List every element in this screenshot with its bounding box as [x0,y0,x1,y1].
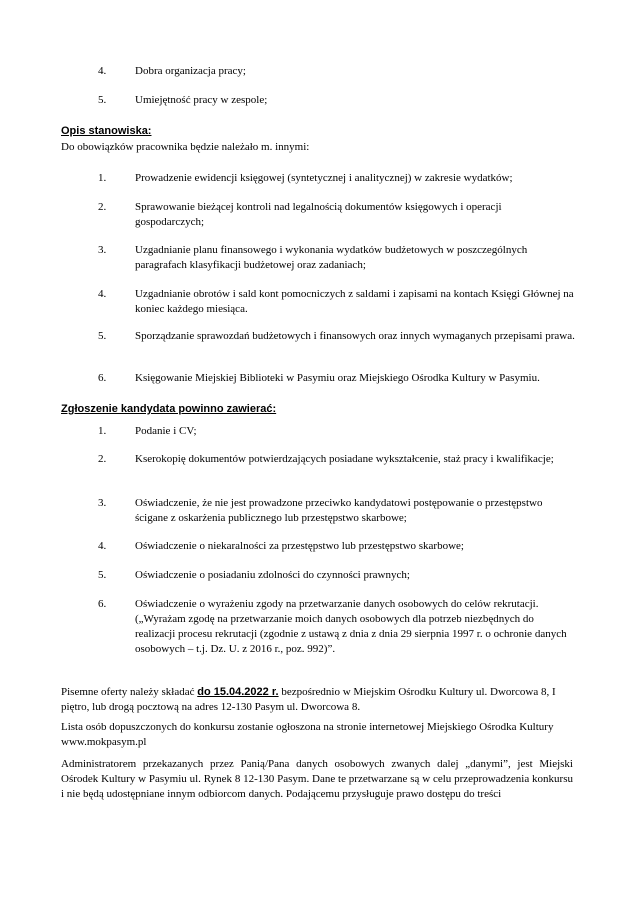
oferty-paragraph [61,685,576,715]
list-number: 5. [98,330,107,342]
list-item-text: Oświadczenie o niekaralności za przestępstwo lub przestępstwo skarbowe; [135,540,464,552]
list-item-text: Kserokopię dokumentów potwierdzających posiadane wykształcenie, staż pracy i kwalifikacje; [135,453,554,465]
list-item-text: Oświadczenie o wyrażeniu zgody na przetwarzanie danych osobowych do celów rekrutacji.(„Wyrażam zgodę na przetwarzanie moich danych osobowych dla potrzeb niezbędnych do realizacji procesu rekrutacji (zgodnie z ustawą z dnia z dnia 29 sierpnia 1997 r. o ochronie danych osobowych – t.j. Dz. U. z 2016 r., poz. 992)”. [135,598,567,655]
opis-intro: Do obowiązków pracownika będzie należało m. innymi: [61,141,310,153]
list-number: 3. [98,244,107,256]
administrator-paragraph: Administratorem przekazanych przez Panią/Pana danych osobowych zwanych dalej „danymi”, jest Miejski Ośrodek Kultury w Pasymiu ul. Rynek 8 12-130 Pasym. Dane te przetwarzane są w celu przeprowadzenia konkursu i nie będą udostępniane innym odbiorcom danych. Podającemu przysługuje prawo dostępu do treści [61,758,573,800]
list-item-text: Uzgadnianie planu finansowego i wykonania wydatków budżetowych w poszczególnych paragrafach klasyfikacji budżetowej oraz zadaniach; [135,244,528,271]
list-item-text: Sprawowanie bieżącej kontroli nad legalnością dokumentów księgowych i operacji gospodarczych; [135,201,502,228]
list-number: 4. [98,540,107,552]
list-number: 1. [98,172,107,184]
list-number: 6. [98,372,107,384]
list-item-text: Oświadczenie o posiadaniu zdolności do czynności prawnych; [135,569,410,581]
oferty-suffix: bezpośrednio w Miejskim Ośrodku Kultury ul. Dworcowa 8, I piętro, lub drogą pocztową na adres 12-130 Pasym ul. Dworcowa 8. [61,686,556,713]
list-item-text: Umiejętność pracy w zespole; [135,94,268,106]
list-number: 6. [98,598,107,610]
list-number: 3. [98,497,107,509]
deadline-date: do 15.04.2022 r. [197,686,279,698]
list-item-text: Podanie i CV; [135,425,197,437]
list-item-text: Księgowanie Miejskiej Biblioteki w Pasymiu oraz Miejskiego Ośrodka Kultury w Pasymiu. [135,372,540,384]
lista-paragraph: Lista osób dopuszczonych do konkursu zostanie ogłoszona na stronie internetowej Miejskiego Ośrodka Kultury www.mokpasym.pl [61,721,554,748]
list-number: 4. [98,65,107,77]
list-number: 2. [98,201,107,213]
list-number: 5. [98,569,107,581]
list-number: 4. [98,288,107,300]
list-item-text: Dobra organizacja pracy; [135,65,246,77]
list-number: 5. [98,94,107,106]
list-item-text: Oświadczenie, że nie jest prowadzone przeciwko kandydatowi postępowanie o przestępstwo ścigane z oskarżenia publicznego lub przestępstwo skarbowe; [135,497,543,524]
list-item-text: Sporządzanie sprawozdań budżetowych i finansowych oraz innych wymaganych przepisami prawa. [135,330,575,342]
list-number: 2. [98,453,107,465]
section-heading-opis: Opis stanowiska: [61,125,152,137]
list-item-text: Prowadzenie ewidencji księgowej (syntetycznej i analitycznej) w zakresie wydatków; [135,172,513,184]
list-item-text: Uzgadnianie obrotów i sald kont pomocniczych z saldami i zapisami na kontach Księgi Głównej na koniec każdego miesiąca. [135,288,574,315]
list-number: 1. [98,425,107,437]
section-heading-zgloszenie: Zgłoszenie kandydata powinno zawierać: [61,403,277,415]
oferty-prefix: Pisemne oferty należy składać [61,686,198,698]
